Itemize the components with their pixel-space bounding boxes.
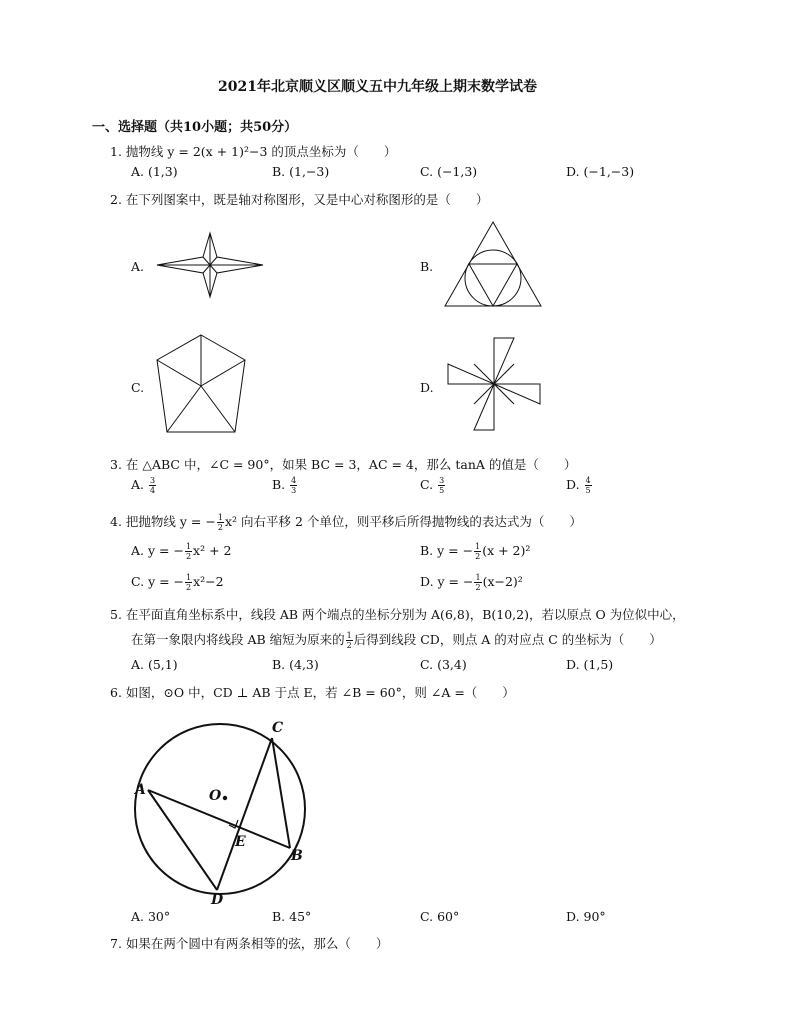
q3-option-a bbox=[131, 476, 157, 495]
question-5-line-2 bbox=[131, 630, 662, 650]
option-text: A. y = − bbox=[131, 543, 184, 558]
point-label-e: E bbox=[235, 834, 246, 850]
chord-cd bbox=[217, 738, 272, 890]
fraction bbox=[438, 476, 445, 495]
option-text: D. y = − bbox=[420, 574, 474, 589]
numerator: 1 bbox=[475, 542, 481, 551]
q5-option-b: B. (4,3) bbox=[272, 657, 319, 672]
fraction bbox=[346, 631, 353, 650]
circle-geometry-figure bbox=[125, 714, 325, 908]
q3-option-d bbox=[566, 476, 593, 495]
question-1-stem: 1. 抛物线 y = 2(x + 1)²−3 的顶点坐标为（ ） bbox=[110, 144, 397, 159]
q4-option-b bbox=[420, 542, 530, 561]
option-text: (x−2)² bbox=[482, 574, 523, 589]
triangle-circle-figure bbox=[443, 220, 543, 308]
q1-option-b: B. (1,−3) bbox=[272, 164, 330, 179]
denominator: 5 bbox=[439, 486, 445, 495]
chord-cb bbox=[272, 738, 290, 848]
point-label-c: C bbox=[272, 720, 284, 736]
denominator: 2 bbox=[217, 523, 223, 532]
option-text: C. y = − bbox=[131, 574, 185, 589]
center-point bbox=[223, 796, 227, 800]
numerator: 1 bbox=[217, 513, 223, 522]
fraction bbox=[474, 573, 481, 592]
q2-label-c: C. bbox=[131, 380, 145, 395]
q4-option-d bbox=[420, 573, 523, 592]
numerator: 4 bbox=[585, 476, 591, 485]
denominator: 4 bbox=[150, 486, 156, 495]
stem-text: 后得到线段 CD，则点 A 的对应点 C 的坐标为（ ） bbox=[353, 632, 662, 647]
question-4-stem bbox=[110, 512, 582, 532]
fraction bbox=[185, 573, 192, 592]
option-text: B. y = − bbox=[420, 543, 474, 558]
numerator: 1 bbox=[185, 542, 192, 551]
question-7-stem: 7. 如果在两个圆中有两条相等的弦，那么（ ） bbox=[110, 936, 389, 951]
q4-option-a bbox=[131, 542, 231, 561]
denominator: 5 bbox=[585, 486, 591, 495]
denominator: 2 bbox=[475, 552, 481, 561]
denominator: 3 bbox=[291, 486, 297, 495]
fraction bbox=[185, 542, 192, 561]
option-letter: B. bbox=[272, 477, 286, 492]
q4-option-c bbox=[131, 573, 224, 592]
numerator: 1 bbox=[475, 573, 481, 582]
question-5-line-1: 5. 在平面直角坐标系中，线段 AB 两个端点的坐标分别为 A(6,8)，B(10,2)，若以原点 O 为位似中心， bbox=[110, 607, 685, 622]
question-6-stem: 6. 如图，⊙O 中，CD ⊥ AB 于点 E，若 ∠B = 60°，则 ∠A =（ ） bbox=[110, 685, 515, 700]
numerator: 3 bbox=[150, 476, 156, 485]
fraction bbox=[585, 476, 592, 495]
stem-text: x² 向右平移 2 个单位，则平移后所得抛物线的表达式为（ ） bbox=[224, 514, 582, 529]
q6-option-b: B. 45° bbox=[272, 909, 312, 924]
q2-label-d: D. bbox=[420, 380, 434, 395]
q5-option-c: C. (3,4) bbox=[420, 657, 467, 672]
page-title: 2021年北京顺义区顺义五中九年级上期末数学试卷 bbox=[218, 79, 537, 95]
four-point-star-figure bbox=[155, 232, 265, 298]
fraction bbox=[290, 476, 297, 495]
pentagon-figure bbox=[155, 334, 247, 434]
q3-option-c bbox=[420, 476, 446, 495]
q6-option-a: A. 30° bbox=[131, 909, 171, 924]
q5-option-a: A. (5,1) bbox=[131, 657, 178, 672]
option-letter: C. bbox=[420, 477, 434, 492]
q2-label-b: B. bbox=[420, 259, 434, 274]
option-letter: D. bbox=[566, 477, 580, 492]
q1-option-d: D. (−1,−3) bbox=[566, 164, 635, 179]
stem-text: 4. 把抛物线 y = − bbox=[110, 514, 216, 529]
q6-option-d: D. 90° bbox=[566, 909, 606, 924]
denominator: 2 bbox=[475, 583, 481, 592]
option-letter: A. bbox=[131, 477, 145, 492]
q6-option-c: C. 60° bbox=[420, 909, 460, 924]
denominator: 2 bbox=[185, 552, 192, 561]
fraction bbox=[474, 542, 481, 561]
point-label-d: D bbox=[211, 892, 224, 908]
denominator: 2 bbox=[186, 583, 192, 592]
q1-option-c: C. (−1,3) bbox=[420, 164, 478, 179]
q2-label-a: A. bbox=[131, 259, 145, 274]
option-text: x² + 2 bbox=[193, 543, 232, 558]
question-2-stem: 2. 在下列图案中，既是轴对称图形，又是中心对称图形的是（ ） bbox=[110, 192, 489, 207]
stem-text: 在第一象限内将线段 AB 缩短为原来的 bbox=[131, 632, 345, 647]
numerator: 1 bbox=[346, 631, 352, 640]
q5-option-d: D. (1,5) bbox=[566, 657, 614, 672]
option-text: x²−2 bbox=[193, 574, 224, 589]
numerator: 3 bbox=[439, 476, 445, 485]
numerator: 4 bbox=[291, 476, 297, 485]
point-label-b: B bbox=[291, 848, 303, 864]
numerator: 1 bbox=[186, 573, 192, 582]
question-3-stem: 3. 在 △ABC 中，∠C = 90°，如果 BC = 3，AC = 4，那么 tanA 的值是（ ） bbox=[110, 457, 577, 472]
fraction bbox=[149, 476, 156, 495]
pinwheel-figure bbox=[446, 336, 542, 432]
option-text: (x + 2)² bbox=[482, 543, 531, 558]
section-heading: 一、选择题（共10小题；共50分） bbox=[92, 120, 298, 135]
fraction bbox=[217, 513, 224, 532]
point-label-o: O bbox=[209, 788, 222, 804]
q3-option-b bbox=[272, 476, 298, 495]
q1-option-a: A. (1,3) bbox=[131, 164, 178, 179]
denominator: 2 bbox=[346, 641, 352, 650]
point-label-a: A bbox=[135, 782, 146, 798]
